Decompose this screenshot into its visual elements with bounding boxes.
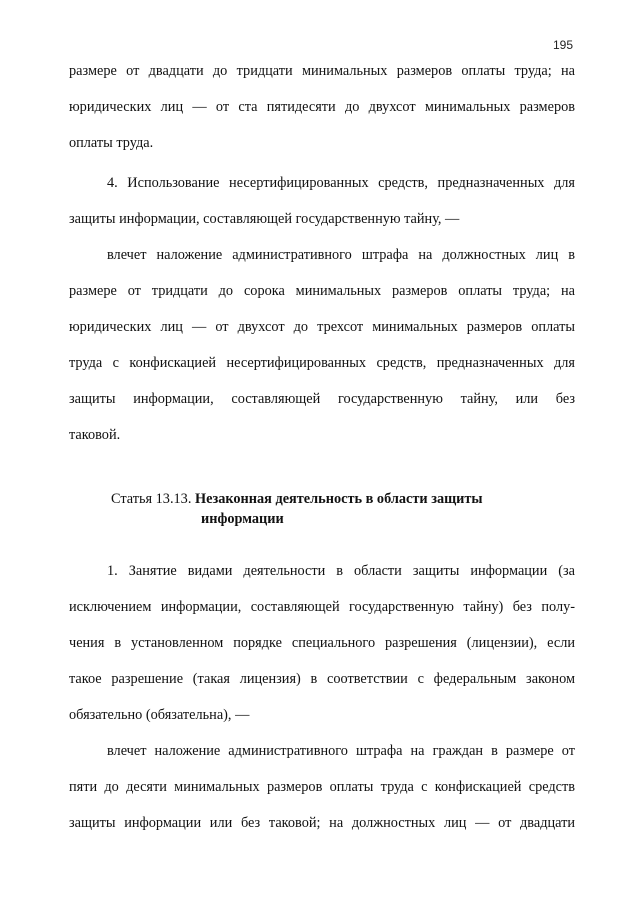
article-heading: [69, 489, 575, 529]
text-line: обязательно (обязательна), —: [69, 707, 250, 723]
paragraph-item-4: [69, 165, 575, 453]
text-line: размере от двадцати до тридцати минимальных размеров оплаты труда; на: [69, 63, 575, 79]
text-line: чения в установленном порядке специального разрешения (лицензии), если: [69, 635, 575, 651]
article-title-continued: информации: [201, 511, 284, 527]
text-line: оплаты труда.: [69, 135, 154, 151]
text-line: влечет наложение административного штрафа на должностных лиц в: [107, 247, 575, 263]
text-line: пяти до десяти минимальных размеров оплаты труда с конфискацией средств: [69, 779, 575, 795]
paragraph-penalty-continued: [69, 53, 575, 161]
text-line: такое разрешение (такая лицензия) в соответствии с федеральным законом: [69, 671, 575, 687]
article-title: Незаконная деятельность в области защиты: [194, 491, 483, 507]
article-number: Статья 13.13.: [111, 491, 192, 507]
text-line: защиты информации, составляющей государственную тайну, —: [69, 211, 460, 227]
text-line: защиты информации или без таковой; на должностных лиц — от двадцати: [69, 815, 575, 831]
page-number: 195: [552, 38, 573, 52]
text-line: защиты информации, составляющей государственную тайну, или без: [69, 391, 575, 407]
paragraph-article-13-13: [69, 553, 575, 841]
text-line: труда с конфискацией несертифицированных средств, предназначенных для: [69, 355, 575, 371]
text-line: 4. Использование несертифицированных средств, предназначенных для: [107, 175, 575, 191]
text-line: исключением информации, составляющей государственную тайну) без полу-: [69, 599, 575, 615]
text-line: размере от тридцати до сорока минимальных размеров оплаты труда; на: [69, 283, 575, 299]
text-line: влечет наложение административного штрафа на граждан в размере от: [107, 743, 575, 759]
text-line: юридических лиц — от ста пятидесяти до двухсот минимальных размеров: [69, 99, 575, 115]
text-line: 1. Занятие видами деятельности в области защиты информации (за: [107, 563, 575, 579]
text-line: юридических лиц — от двухсот до трехсот минимальных размеров оплаты: [69, 319, 575, 335]
text-line: таковой.: [69, 427, 121, 443]
